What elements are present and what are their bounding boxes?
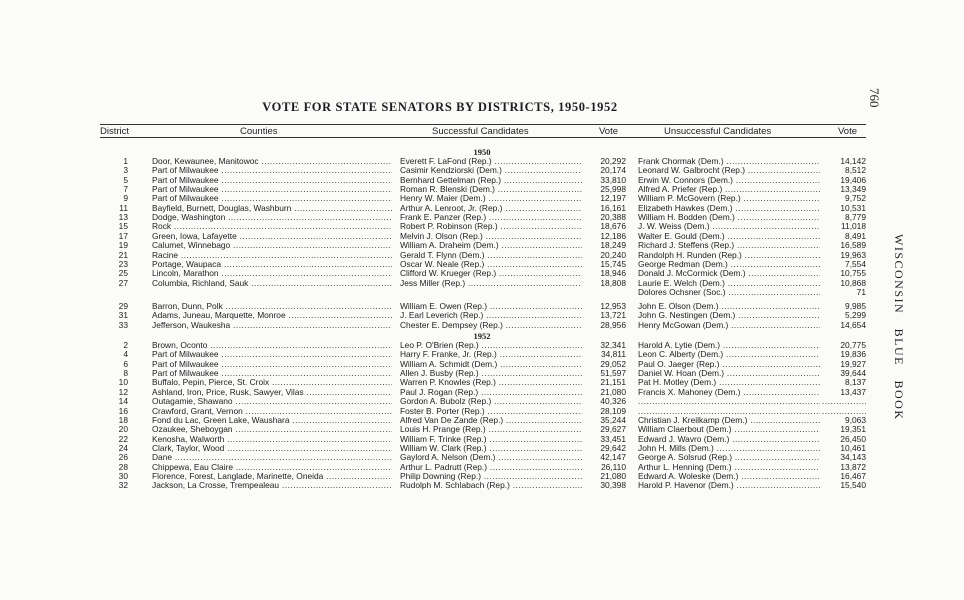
unsuccessful-candidate: John G. Nestingen (Dem.) ..... (638, 311, 820, 320)
table-row (0, 241, 964, 250)
unsuccessful-candidate: Arthur L. Henning (Dem.) ..... (638, 463, 820, 472)
successful-vote: 42,147 (600, 453, 626, 463)
unsuccessful-candidate: Edward A. Woleske (Dem.) ..... (638, 472, 820, 481)
table-row (0, 425, 964, 434)
counties-cell: Bayfield, Burnett, Douglas, Washburn ..... (152, 204, 392, 213)
counties-cell: Rock ..... (152, 222, 392, 231)
successful-vote: 13,721 (600, 311, 626, 321)
successful-vote: 12,953 (600, 302, 626, 311)
district-number: 2 (123, 341, 128, 350)
table-row (0, 176, 964, 185)
district-number: 25 (118, 269, 128, 279)
successful-vote: 21,080 (600, 387, 626, 397)
counties-cell: Part of Milwaukee ..... (152, 360, 392, 369)
page-number: 760 (867, 88, 882, 108)
successful-vote: 28,109 (600, 406, 626, 416)
table-row (0, 416, 964, 425)
table-row (0, 194, 964, 203)
unsuccessful-candidate: Paul O. Jaeger (Rep.) ..... (638, 360, 820, 369)
unsuccessful-vote: 13,437 (840, 387, 866, 397)
counties-cell: Clark, Taylor, Wood ..... (152, 444, 392, 453)
successful-vote: 29,052 (600, 359, 626, 369)
counties-cell: Part of Milwaukee ..... (152, 185, 392, 194)
table-row (0, 444, 964, 453)
successful-vote: 15,745 (600, 259, 626, 269)
counties-cell: Portage, Waupaca ..... (152, 260, 392, 269)
unsuccessful-candidate: Harold A. Lytie (Dem.) ..... (638, 341, 820, 350)
table-row (0, 481, 964, 490)
counties-cell: Green, Iowa, Lafayette ..... (152, 232, 392, 241)
unsuccessful-candidate: Walter E. Gould (Dem.) ..... (638, 232, 820, 241)
successful-candidate: Leo P. O'Brien (Rep.) ..... (400, 341, 582, 350)
table-row (0, 222, 964, 231)
district-number: 4 (123, 350, 128, 360)
unsuccessful-candidate: William Claerbout (Dem.) ..... (638, 425, 820, 434)
unsuccessful-vote: 7,554 (845, 259, 866, 269)
table-row (0, 166, 964, 175)
district-number: 33 (118, 320, 128, 330)
unsuccessful-vote: 13,349 (840, 185, 866, 194)
table-row (0, 435, 964, 444)
successful-vote: 29,627 (600, 425, 626, 435)
unsuccessful-candidate: Daniel W. Hoan (Dem.) ..... (638, 369, 820, 378)
counties-cell: Racine ..... (152, 251, 392, 260)
successful-candidate: Frank E. Panzer (Rep.) ..... (400, 213, 582, 222)
counties-cell: Fond du Lac, Green Lake, Waushara ..... (152, 416, 392, 425)
counties-cell: Jefferson, Waukesha ..... (152, 321, 392, 330)
unsuccessful-vote: 5,299 (845, 311, 866, 321)
successful-vote: 28,956 (600, 320, 626, 330)
district-number: 18 (118, 415, 128, 425)
successful-candidate: Louis H. Prange (Rep.) ..... (400, 425, 582, 434)
successful-candidate: Arthur A. Lenroot, Jr. (Rep.) ..... (400, 204, 582, 213)
unsuccessful-vote: 19,963 (840, 250, 866, 260)
successful-vote: 12,197 (600, 194, 626, 204)
district-number: 11 (119, 203, 128, 213)
district-number: 24 (118, 443, 128, 453)
successful-candidate: Oscar W. Neale (Rep.) ..... (400, 260, 582, 269)
table-row (0, 260, 964, 269)
successful-vote: 33,451 (600, 434, 626, 444)
successful-vote: 26,110 (601, 462, 626, 472)
table-row (0, 204, 964, 213)
successful-vote: 20,292 (600, 157, 626, 166)
successful-vote: 29,642 (600, 443, 626, 453)
table-row (0, 279, 964, 288)
district-number: 12 (118, 387, 128, 397)
district-number: 23 (118, 259, 128, 269)
table-row (0, 360, 964, 369)
district-number: 3 (123, 166, 128, 176)
table-row (0, 288, 964, 297)
district-number: 8 (123, 369, 128, 379)
table-top-rule (100, 124, 866, 125)
counties-cell: Jackson, La Crosse, Trempealeau ..... (152, 481, 392, 490)
successful-vote: 18,676 (600, 222, 626, 232)
section-year: 1952 (473, 331, 491, 341)
district-number: 10 (118, 378, 128, 388)
unsuccessful-candidate: Henry McGowan (Dem.) ..... (638, 321, 820, 330)
table-header-rule (100, 137, 866, 138)
counties-cell: Calumet, Winnebago ..... (152, 241, 392, 250)
counties-cell: Columbia, Richland, Sauk ..... (152, 279, 392, 288)
successful-candidate: Melvin J. Olson (Rep.) ..... (400, 232, 582, 241)
unsuccessful-candidate (638, 407, 820, 416)
successful-candidate: Roman R. Blenski (Dem.) ..... (400, 185, 582, 194)
successful-vote: 18,808 (600, 278, 626, 288)
district-number: 30 (118, 471, 128, 481)
successful-candidate: Jess Miller (Rep.) ..... (400, 279, 582, 288)
unsuccessful-vote: 19,406 (840, 175, 866, 185)
successful-candidate: Everett F. LaFond (Rep.) ..... (400, 157, 582, 166)
table-row (0, 232, 964, 241)
table-row (0, 397, 964, 406)
unsuccessful-candidate: Dolores Ochsner (Soc.) ..... (638, 288, 820, 297)
counties-cell: Part of Milwaukee ..... (152, 194, 392, 203)
table-row (0, 463, 964, 472)
successful-candidate: Philip Downing (Rep.) ..... (400, 472, 582, 481)
unsuccessful-vote: 19,836 (840, 350, 866, 360)
table-row (0, 269, 964, 278)
district-number: 5 (123, 175, 128, 185)
unsuccessful-vote: 9,063 (845, 415, 866, 425)
table-row (0, 213, 964, 222)
unsuccessful-candidate: Leon C. Alberty (Dem.) ..... (638, 350, 820, 359)
counties-cell: Part of Milwaukee ..... (152, 176, 392, 185)
counties-cell: Barron, Dunn, Polk ..... (152, 302, 392, 311)
successful-candidate: Gaylord A. Nelson (Dem.) ..... (400, 453, 582, 462)
successful-vote: 21,080 (600, 471, 626, 481)
successful-vote: 25,998 (600, 185, 626, 194)
counties-cell: Part of Milwaukee ..... (152, 166, 392, 175)
unsuccessful-candidate: John H. Mills (Dem.) ..... (638, 444, 820, 453)
unsuccessful-candidate: William H. Bodden (Dem.) ..... (638, 213, 820, 222)
unsuccessful-candidate: Christian J. Kreilkamp (Dem.) ..... (638, 416, 820, 425)
district-number: 6 (123, 359, 128, 369)
district-number: 14 (118, 397, 128, 407)
table-row (0, 311, 964, 320)
table-row (0, 472, 964, 481)
district-number: 19 (118, 241, 128, 251)
unsuccessful-vote: 10,755 (840, 269, 866, 279)
successful-candidate: William F. Trinke (Rep.) ..... (400, 435, 582, 444)
table-row (0, 407, 964, 416)
successful-vote: 18,249 (600, 241, 626, 251)
table-row (0, 321, 964, 330)
district-number: 16 (118, 406, 128, 416)
successful-vote: 12,186 (600, 231, 626, 241)
counties-cell: Lincoln, Marathon ..... (152, 269, 392, 278)
unsuccessful-vote: 39,644 (840, 369, 866, 379)
unsuccessful-vote: 20,775 (840, 341, 866, 350)
unsuccessful-candidate: William P. McGovern (Rep.) ..... (638, 194, 820, 203)
unsuccessful-vote: 10,461 (840, 443, 866, 453)
unsuccessful-candidate: Alfred A. Priefer (Rep.) ..... (638, 185, 820, 194)
counties-cell: Adams, Juneau, Marquette, Monroe ..... (152, 311, 392, 320)
district-number: 21 (118, 250, 128, 260)
unsuccessful-vote: 19,927 (840, 359, 866, 369)
unsuccessful-candidate (638, 397, 820, 406)
unsuccessful-vote: 8,137 (845, 378, 866, 388)
unsuccessful-candidate: Richard J. Steffens (Rep.) ..... (638, 241, 820, 250)
successful-vote: 20,174 (600, 166, 626, 176)
district-number: 13 (118, 213, 128, 223)
unsuccessful-candidate: Harold P. Havenor (Dem.) ..... (638, 481, 820, 490)
unsuccessful-vote: 34,143 (840, 453, 866, 463)
header-unsuccessful: Unsuccessful Candidates (664, 126, 772, 137)
successful-vote: 51,597 (600, 369, 626, 379)
successful-candidate: Gerald T. Flynn (Dem.) ..... (400, 251, 582, 260)
successful-vote: 30,398 (600, 481, 626, 491)
table-row (0, 388, 964, 397)
table-row (0, 302, 964, 311)
unsuccessful-vote: 8,512 (845, 166, 866, 176)
successful-candidate: Clifford W. Krueger (Rep.) ..... (400, 269, 582, 278)
counties-cell: Ashland, Iron, Price, Rusk, Sawyer, Vilas ..... (152, 388, 392, 397)
successful-vote: 16,161 (600, 203, 626, 213)
unsuccessful-vote (822, 407, 866, 416)
counties-cell: Dodge, Washington ..... (152, 213, 392, 222)
unsuccessful-candidate: Leonard W. Galbrocht (Rep.) ..... (638, 166, 820, 175)
successful-candidate: William E. Owen (Rep.) ..... (400, 302, 582, 311)
unsuccessful-candidate: George A. Solsrud (Rep.) ..... (638, 453, 820, 462)
successful-candidate: Gordon A. Bubolz (Rep.) ..... (400, 397, 582, 406)
header-counties: Counties (240, 126, 278, 137)
header-vote: Vote (599, 126, 619, 137)
district-number: 27 (118, 278, 128, 288)
district-number: 32 (118, 481, 128, 491)
header-district: District (100, 126, 130, 137)
counties-cell: Ozaukee, Sheboygan ..... (152, 425, 392, 434)
successful-vote: 34,811 (601, 350, 626, 360)
unsuccessful-vote: 8,779 (845, 213, 866, 223)
unsuccessful-candidate: Elizabeth Hawkes (Dem.) ..... (638, 204, 820, 213)
successful-candidate: William W. Clark (Rep.) ..... (400, 444, 582, 453)
district-number: 26 (118, 453, 128, 463)
successful-vote: 20,240 (600, 250, 626, 260)
successful-candidate: Harry F. Franke, Jr. (Rep.) ..... (400, 350, 582, 359)
unsuccessful-candidate: Francis X. Mahoney (Dem.) ..... (638, 388, 820, 397)
page-title: VOTE FOR STATE SENATORS BY DISTRICTS, 1950-1952 (262, 100, 618, 114)
unsuccessful-vote: 10,531 (840, 203, 866, 213)
successful-candidate: Arthur L. Padrutt (Rep.) ..... (400, 463, 582, 472)
successful-vote: 35,244 (600, 415, 626, 425)
unsuccessful-candidate: Edward J. Wavro (Dem.) ..... (638, 435, 820, 444)
table-row (0, 157, 964, 166)
successful-vote: 32,341 (600, 341, 626, 350)
successful-vote: 20,388 (600, 213, 626, 223)
running-head: WISCONSIN BLUE BOOK (892, 234, 906, 421)
successful-candidate: Allen J. Busby (Rep.) ..... (400, 369, 582, 378)
table-row (0, 341, 964, 350)
counties-cell: Outagamie, Shawano ..... (152, 397, 392, 406)
table-row (0, 185, 964, 194)
unsuccessful-vote: 13,872 (840, 462, 866, 472)
district-number: 20 (118, 425, 128, 435)
successful-candidate: William A. Schmidt (Dem.) ..... (400, 360, 582, 369)
successful-candidate: Casimir Kendziorski (Dem.) ..... (400, 166, 582, 175)
unsuccessful-vote: 26,450 (840, 434, 866, 444)
unsuccessful-candidate: Frank Chormak (Dem.) ..... (638, 157, 820, 166)
successful-candidate: Alfred Van De Zande (Rep.) ..... (400, 416, 582, 425)
successful-candidate: Foster B. Porter (Rep.) ..... (400, 407, 582, 416)
counties-cell: Brown, Oconto ..... (152, 341, 392, 350)
unsuccessful-vote: 14,654 (840, 320, 866, 330)
counties-cell: Part of Milwaukee ..... (152, 350, 392, 359)
table-row (0, 369, 964, 378)
counties-cell: Chippewa, Eau Claire ..... (152, 463, 392, 472)
unsuccessful-candidate: Randolph H. Runden (Rep.) ..... (638, 251, 820, 260)
unsuccessful-vote: 11,018 (841, 222, 866, 232)
successful-vote: 40,326 (600, 397, 626, 407)
table-row (0, 350, 964, 359)
counties-cell: Part of Milwaukee ..... (152, 369, 392, 378)
unsuccessful-vote: 10,868 (840, 278, 866, 288)
unsuccessful-candidate: J. W. Weiss (Dem.) ..... (638, 222, 820, 231)
counties-cell: Dane ..... (152, 453, 392, 462)
district-number: 7 (123, 185, 128, 194)
table-row (0, 251, 964, 260)
unsuccessful-vote: 16,589 (840, 241, 866, 251)
district-number: 29 (118, 302, 128, 311)
successful-candidate: Henry W. Maier (Dem.) ..... (400, 194, 582, 203)
unsuccessful-vote: 8,491 (845, 231, 866, 241)
successful-candidate: Paul J. Rogan (Rep.) ..... (400, 388, 582, 397)
unsuccessful-vote: 9,752 (845, 194, 866, 204)
counties-cell: Florence, Forest, Langlade, Marinette, Oneida ..... (152, 472, 392, 481)
unsuccessful-vote: 19,351 (840, 425, 866, 435)
district-number: 22 (118, 434, 128, 444)
district-number: 31 (118, 311, 128, 321)
unsuccessful-candidate: George Redman (Dem.) ..... (638, 260, 820, 269)
successful-candidate: Bernhard Gettelman (Rep.) ..... (400, 176, 582, 185)
unsuccessful-vote (822, 397, 866, 406)
successful-candidate: Warren P. Knowles (Rep.) ..... (400, 378, 582, 387)
district-number: 15 (118, 222, 128, 232)
unsuccessful-candidate: Pat H. Motley (Dem.) ..... (638, 378, 820, 387)
unsuccessful-candidate: Erwin W. Connors (Dem.) ..... (638, 176, 820, 185)
counties-cell: Buffalo, Pepin, Pierce, St. Croix ..... (152, 378, 392, 387)
counties-cell: Kenosha, Walworth ..... (152, 435, 392, 444)
successful-vote: 33,810 (600, 175, 626, 185)
district-number: 28 (118, 462, 128, 472)
counties-cell: Crawford, Grant, Vernon ..... (152, 407, 392, 416)
table-row (0, 453, 964, 462)
district-number: 1 (123, 157, 128, 166)
unsuccessful-vote: 71 (856, 287, 866, 297)
district-number: 9 (123, 194, 128, 204)
successful-candidate: J. Earl Leverich (Rep.) ..... (400, 311, 582, 320)
header-vote-2: Vote (838, 126, 858, 137)
unsuccessful-vote: 15,540 (840, 481, 866, 491)
successful-candidate: William A. Draheim (Dem.) ..... (400, 241, 582, 250)
successful-candidate: Rudolph M. Schlabach (Rep.) ..... (400, 481, 582, 490)
table-row (0, 378, 964, 387)
counties-cell: Door, Kewaunee, Manitowoc ..... (152, 157, 392, 166)
unsuccessful-vote: 14,142 (840, 157, 866, 166)
header-successful: Successful Candidates (432, 126, 529, 137)
section-year: 1950 (473, 147, 491, 157)
successful-vote: 18,946 (600, 269, 626, 279)
successful-vote: 21,151 (600, 378, 626, 388)
unsuccessful-vote: 16,467 (840, 471, 866, 481)
successful-candidate: Robert P. Robinson (Rep.) ..... (400, 222, 582, 231)
district-number: 17 (118, 231, 128, 241)
unsuccessful-candidate: John E. Olson (Dem.) ..... (638, 302, 820, 311)
successful-candidate: Chester E. Dempsey (Rep.) ..... (400, 321, 582, 330)
unsuccessful-candidate: Laurie E. Welch (Dem.) ..... (638, 279, 820, 288)
unsuccessful-vote: 9,985 (845, 302, 866, 311)
unsuccessful-candidate: Donald J. McCormick (Dem.) ..... (638, 269, 820, 278)
